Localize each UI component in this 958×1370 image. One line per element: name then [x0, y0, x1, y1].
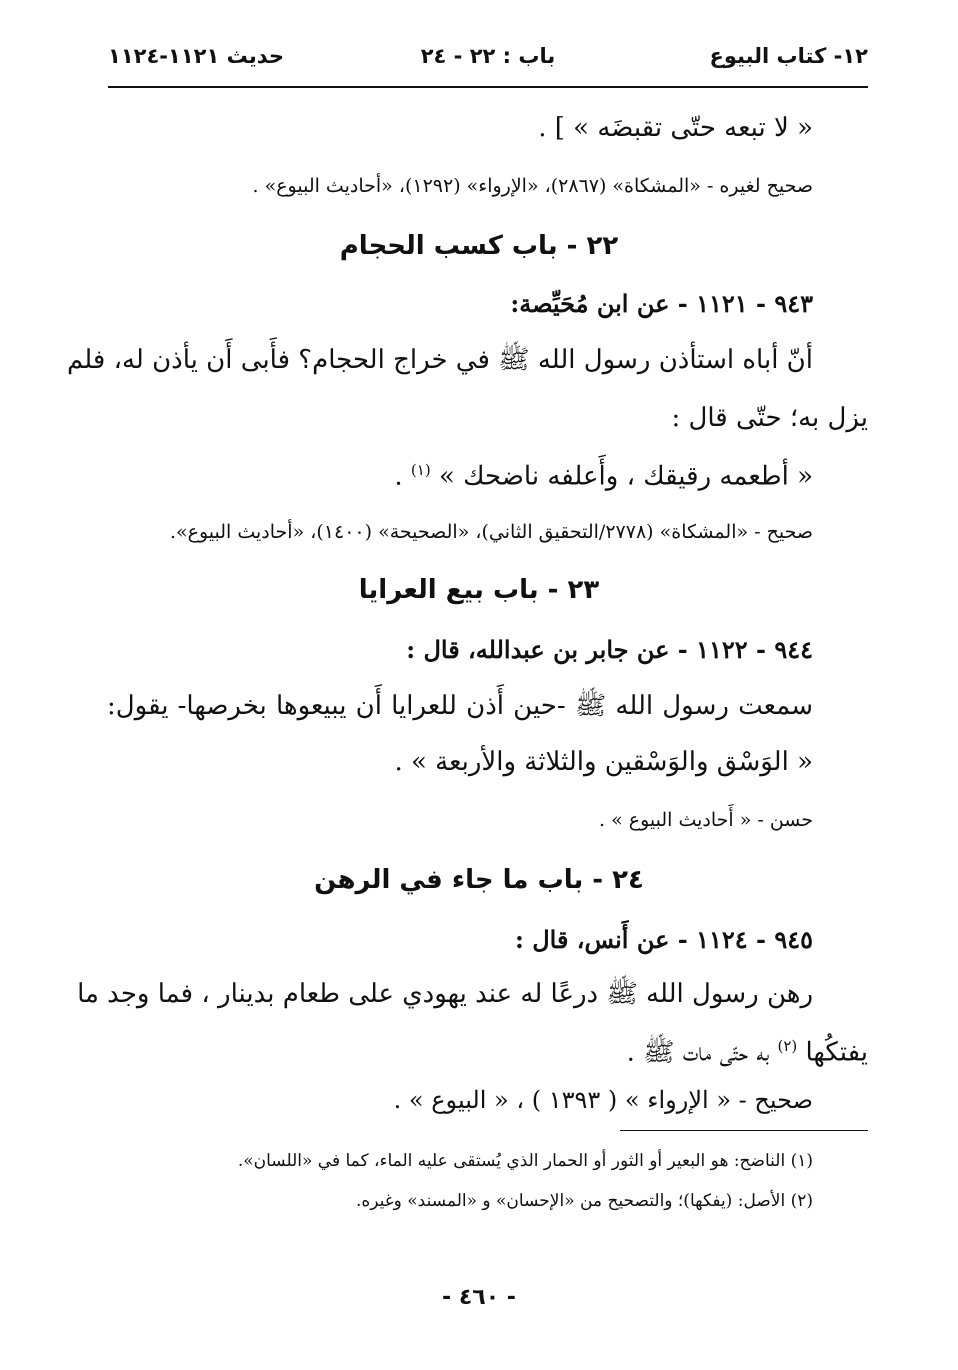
hadith-944-grade: حسن - « أَحاديث البيوع » .	[598, 809, 813, 831]
header-rule	[108, 86, 868, 88]
hadith-945-grade: صحيح - « الإرواء » ( ١٣٩٣ ) ، « البيوع » .	[393, 1086, 813, 1114]
hadith-943-text-line-1: أنّ أباه استأذن رسول الله ﷺ في خراج الحجام؟ فأَبى أَن يأذن له، فلم	[66, 345, 813, 375]
header-section: باب : ٢٢ - ٢٤	[420, 44, 556, 68]
hadith-945-text-part-a: يفتكُها	[805, 1037, 868, 1068]
hadith-943-text-line-2: يزل به؛ حتّى قال :	[671, 403, 868, 433]
hadith-945-text-line-2	[627, 1026, 868, 1073]
hadith-945-heading: ٩٤٥ - ١١٢٤ - عن أَنس، قال :	[514, 925, 813, 954]
header-chapter: ١٢- كتاب البيوع	[709, 44, 868, 68]
chapter-22-title: ٢٢ - باب كسب الحجام	[339, 231, 619, 261]
footnote-1: (١) الناضح: هو البعير أو الثور أو الحمار الذي يُستقى عليه الماء، كما في «اللسان».	[237, 1151, 813, 1171]
chapter-24-title: ٢٤ - باب ما جاء في الرهن	[314, 865, 644, 895]
running-header	[108, 40, 868, 80]
hadith-944-text-line-1: سمعت رسول الله ﷺ -حين أَذن للعرايا أَن يبيعوها بخرصها- يقول:	[107, 691, 813, 721]
top-grade: صحيح لغيره - «المشكاة» (٢٨٦٧)، «الإرواء» (١٢٩٢)، «أحاديث البيوع» .	[252, 175, 813, 197]
hadith-943-quote-end: .	[394, 461, 403, 492]
footnote-2: (٢) الأصل: (يفكها)؛ والتصحيح من «الإحسان» و «المسند» وغيره.	[355, 1191, 813, 1211]
hadith-943-heading: ٩٤٣ - ١١٢١ - عن ابن مُحَيِّصة:	[510, 289, 813, 318]
footnote-marker-1: (١)	[410, 461, 431, 479]
page-number: - ٤٦٠ -	[442, 1285, 516, 1310]
hadith-944-quote: « الوَسْق والوَسْقين والثلاثة والأربعة » .	[394, 747, 813, 777]
top-quote: « لا تبعه حتّى تقبضَه » ] .	[538, 113, 813, 143]
hadith-945-text-line-1: رهن رسول الله ﷺ درعًا له عند يهودي على طعام بدينار ، فما وجد ما	[77, 979, 813, 1009]
hadith-945-text-part-b: به حتّى مات ﷺ .	[626, 1037, 770, 1068]
hadith-943-quote	[394, 450, 813, 497]
chapter-23-title: ٢٣ - باب بيع العرايا	[358, 575, 600, 605]
hadith-943-grade: صحيح - «المشكاة» (٢٧٧٨/التحقيق الثاني)، «الصحيحة» (١٤٠٠)، «أحاديث البيوع».	[169, 521, 813, 543]
hadith-944-heading: ٩٤٤ - ١١٢٢ - عن جابر بن عبدالله، قال :	[406, 635, 813, 664]
header-hadith-range: حديث ١١٢١-١١٢٤	[108, 44, 284, 68]
hadith-943-quote-text: « أطعمه رقيقك ، وأَعلفه ناضحك »	[438, 461, 813, 492]
footnote-marker-2: (٢)	[777, 1037, 798, 1055]
footnote-rule	[620, 1130, 868, 1131]
